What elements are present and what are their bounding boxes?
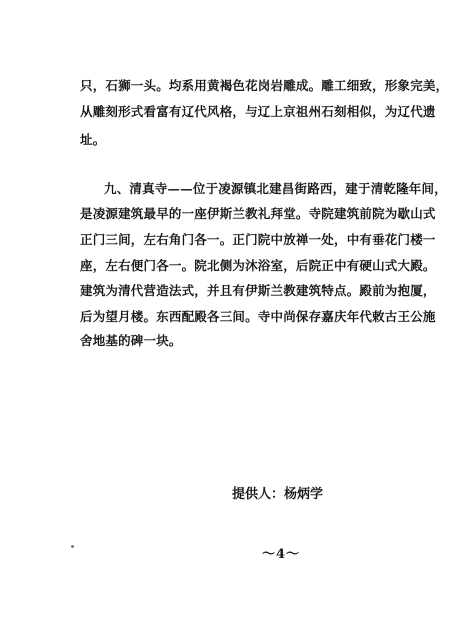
paragraph-1-line-1: 只，石狮一头。均系用黄褐色花岗岩雕成。雕工细致，形象完美， [80,78,449,93]
scan-speck [71,545,74,548]
paragraph-2-line-7: 舍地基的碑一块。 [80,333,182,348]
paragraph-2-line-1: 九、清真寺——位于凌源镇北建昌街路西，建于清乾隆年间， [104,181,447,196]
paragraph-1-line-3: 址。 [80,132,106,147]
signature-line: 提供人：杨炳学 [232,487,324,502]
paragraph-2-line-5: 建筑为清代营造法式，并且有伊斯兰教建筑特点。殿前为抱厦， [80,283,436,298]
page-number: ～4～ [262,547,301,562]
paragraph-2-line-3: 正门三间，左右角门各一。正门院中放禅一处，中有垂花门楼一 [80,232,436,247]
paragraph-2-line-4: 座，左右便门各一。院北侧为沐浴室，后院正中有硬山式大殿。 [80,258,436,273]
paragraph-1-line-2: 从雕刻形式看富有辽代风格，与辽上京祖州石刻相似，为辽代遗 [80,104,436,119]
paragraph-2-line-6: 后为望月楼。东西配殿各三间。寺中尚保存嘉庆年代敕古王公施 [80,309,436,324]
paragraph-2-line-2: 是凌源建筑最早的一座伊斯兰教礼拜堂。寺院建筑前院为歇山式 [80,206,436,221]
